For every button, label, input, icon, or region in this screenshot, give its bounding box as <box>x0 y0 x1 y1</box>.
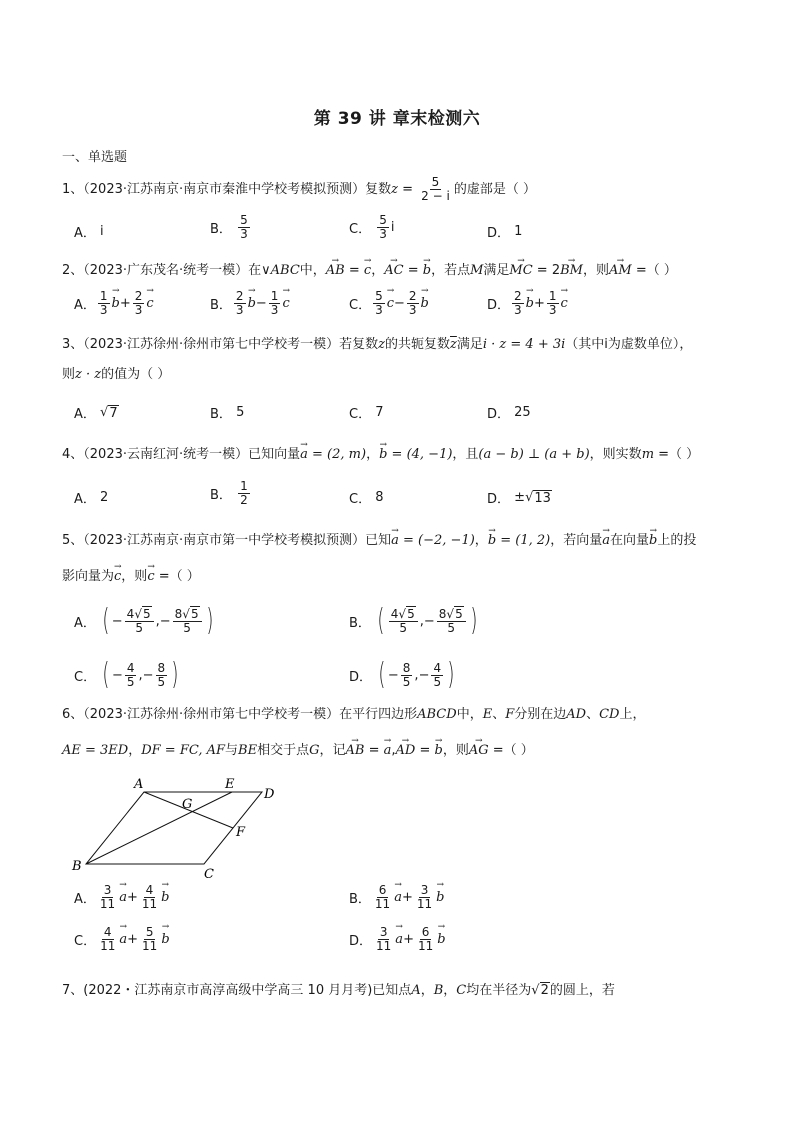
section-heading: 一、单选题 <box>62 150 128 165</box>
q6-option-b[interactable]: B． $\frac{6}{11}$ → a + $\frac{3}{11}$ → b <box>349 884 444 911</box>
q2-option-a[interactable]: A． $\frac{1}{3}$ → b + $\frac{2}{3}$ → c <box>74 290 154 317</box>
question-3-stem-line1: 3、（2023·江苏徐州·徐州市第七中学校考一模）若复数z的共轭复数$\overline{z}$满足i · z = 4 + 3i（其中i为虚数单位）， <box>62 337 693 352</box>
q2-option-d[interactable]: D． $\frac{2}{3}$ → b + $\frac{1}{3}$ → c <box>487 290 568 317</box>
q2-option-b[interactable]: B． $\frac{2}{3}$ → b − $\frac{1}{3}$ → c <box>210 290 290 317</box>
q2-option-c[interactable]: C． $\frac{5}{3}$ → c − $\frac{2}{3}$ → b <box>349 290 429 317</box>
q4-option-d[interactable]: D． ± √ 13 <box>487 490 551 507</box>
label-c: C <box>204 867 214 882</box>
q1-option-c[interactable]: C． $\frac{5}{3}$ i <box>349 213 395 241</box>
label-d: D <box>264 787 275 802</box>
parallelogram-figure <box>62 772 292 882</box>
q5-option-b[interactable]: B． ( $\frac{4√5}{5}$ , − $\frac{8√5}{5}$ ) <box>349 603 478 638</box>
question-4-stem: 4、（2023·云南红河·统考一模）已知向量→ a = (2, m)，→ b = (4, −1)，且(a − b) ⊥ (a + b)，则实数m =（ ） <box>62 444 742 466</box>
label-b: B <box>72 859 82 874</box>
label-a: A <box>134 777 144 792</box>
q1-option-a[interactable]: A． i <box>74 224 104 241</box>
q1-option-d[interactable]: D． 1 <box>487 224 523 241</box>
label-g: G <box>182 797 193 812</box>
question-5-stem-line2: 影向量为→ c，则→ c =（ ） <box>62 566 742 588</box>
q3-option-b[interactable]: B． 5 <box>210 405 245 422</box>
q5-option-a[interactable]: A． ( − $\frac{4√5}{5}$ , − $\frac{8√5}{5}$ ) <box>74 603 213 638</box>
q5-option-d[interactable]: D． ( − $\frac{8}{5}$ , − $\frac{4}{5}$ ) <box>349 657 455 692</box>
page-title: 第 39 讲 章末检测六 <box>313 109 481 129</box>
q1-fraction: $\frac{5}{2 - i}$ <box>421 175 450 203</box>
label-e: E <box>225 777 235 792</box>
q6-option-a[interactable]: A． $\frac{3}{11}$ → a + $\frac{4}{11}$ → b <box>74 884 169 911</box>
label-f: F <box>236 825 246 840</box>
question-6-stem-line1: 6、（2023·江苏徐州·徐州市第七中学校考一模）在平行四边形ABCD中，E、F分别在边AD、CD上， <box>62 707 646 722</box>
question-1-stem: 1、（2023·江苏南京·南京市秦淮中学校考模拟预测）复数z = $\frac{5}{2 - i}$ 的虚部是（ ） <box>62 175 536 203</box>
question-3-stem-line2: 则z · z的值为（ ） <box>62 367 171 382</box>
question-7-stem: 7、(2022・江苏南京市高淳高级中学高三 10 月月考)已知点A，B，C均在半径为√2的圆上，若 <box>62 983 615 998</box>
question-6-stem-line2: AE = 3ED，DF = FC, AF与BE相交于点G，记→ AB = → a,→ AD = → b，则→ AG =（ ） <box>62 740 742 762</box>
q3-option-a[interactable]: A． √ 7 <box>74 405 118 422</box>
question-5-stem-line1: 5、（2023·江苏南京·南京市第一中学校考模拟预测）已知→ a = (−2, −1)，→ b = (1, 2)，若向量→ a在向量→ b上的投 <box>62 530 742 552</box>
q1-option-b[interactable]: B． $\frac{5}{3}$ <box>210 213 248 241</box>
q6-option-d[interactable]: D． $\frac{3}{11}$ → a + $\frac{6}{11}$ → b <box>349 926 446 953</box>
q3-option-c[interactable]: C． 7 <box>349 405 384 422</box>
q3-option-d[interactable]: D． 25 <box>487 405 531 422</box>
q4-option-a[interactable]: A． 2 <box>74 490 109 507</box>
q5-option-c[interactable]: C． ( − $\frac{4}{5}$ , − $\frac{8}{5}$ ) <box>74 657 179 692</box>
question-2-stem: 2、（2023·广东茂名·统考一模）在∨ABC中，→ AB = → c，→ AC = → b，若点M满足→ MC = 2→ BM，则→ AM =（ ） <box>62 260 742 282</box>
q4-option-c[interactable]: C． 8 <box>349 490 384 507</box>
q4-option-b[interactable]: B． $\frac{1}{2}$ <box>210 479 248 507</box>
segment-be <box>86 792 232 864</box>
q6-option-c[interactable]: C． $\frac{4}{11}$ → a + $\frac{5}{11}$ → b <box>74 926 170 953</box>
